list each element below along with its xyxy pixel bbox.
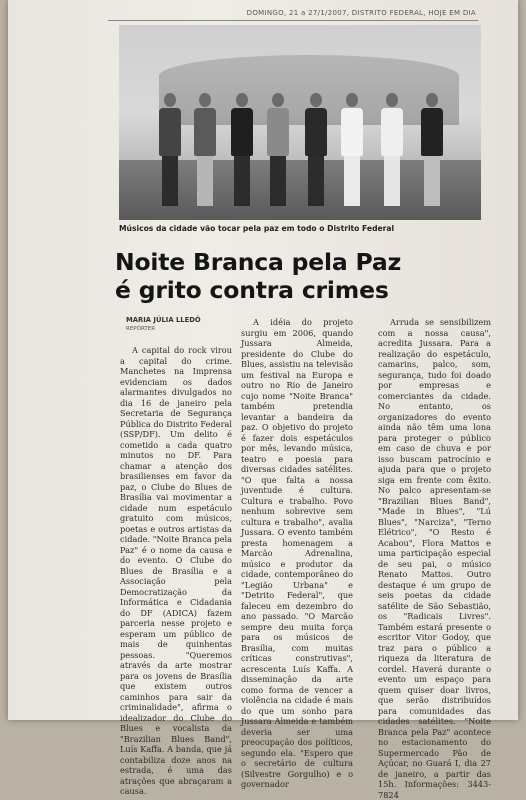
header-rule [108, 20, 478, 21]
person [159, 93, 181, 206]
headline [115, 248, 495, 304]
article-column-1 [120, 345, 232, 797]
person [421, 93, 443, 206]
column-2-text: A idéia do projeto surgiu em 2006, quando Jussara Almeida, presidente do Clube do Blues, assistiu na televisão um festival na Europa e outro no Rio de Janeiro cujo nome "Noite Branca" também pretendia levantar a bandeira da paz. O objetivo do projeto é fazer dois espetáculos por mês, levando música, teatro e poesia para diversas cidades satélites. "O que falta a nossa juventude é cultura. Cultura e trabalho. Povo nenhum sobrevive sem cultura e trabalho", avalia Jussara. O evento também presta homenagem a Marcão Adrenalina, músico e produtor da cidade, contemporâneo do "Legião Urbana" e "Detrito Federal", que faleceu em dezembro do ano passado. "O Marcão sempre deu muita força para os músicos de Brasília, com muitas críticas construtivas", acrescenta Luís Kaffa. A disseminação da arte como forma de vencer a violência na cidade é mais do que um sonho para Jussara Almeida e também deveria ser uma preocupação dos políticos, segundo ela. "Espero que o secretário de cultura (Silvestre Gorgulho) e o governador [241, 317, 353, 789]
author-role: REPÓRTER [126, 326, 156, 332]
person [381, 93, 403, 206]
headline-line-1: Noite Branca pela Paz [115, 248, 402, 276]
person [231, 93, 253, 206]
dateline: DOMINGO, 21 a 27/1/2007, DISTRITO FEDERAL, HOJE EM DIA [246, 9, 476, 17]
group-photo [119, 25, 481, 220]
photo-caption: Músicos da cidade vão tocar pela paz em todo o Distrito Federal [119, 224, 395, 233]
article-column-2 [241, 317, 353, 790]
author-name: MARIA JÚLIA LLEDÓ [126, 316, 201, 324]
person [341, 93, 363, 206]
headline-line-2: é grito contra crimes [115, 276, 389, 304]
column-1-text: A capital do rock virou a capital do crime. Manchetes na Imprensa evidenciam os dados alarmantes divulgados no dia 16 de janeiro pela Secretaria de Segurança Pública do Distrito Federal (SSP/DF). Um delito é cometido a cada quatro minutos no DF. Para chamar a atenção dos brasilienses em favor da paz, o Clube do Blues de Brasília vai movimentar a cidade num espetáculo gratuito com músicos, poetas e outros artistas da cidade. "Noite Branca pela Paz" é o nome da causa e do evento. O Clube do Blues de Brasília e a Associação pela Democratização da Informática e Cidadania do DF (ADICA) fazem parceria nesse projeto e esperam um público de mais de quinhentas pessoas. "Queremos através da arte mostrar para os jovens de Brasília que existem outros caminhos para sair da criminalidade", afirma o idealizador do Clube do Blues e vocalista da "Brazilian Blues Band", Luís Kaffa. A banda, que já contabiliza doze anos na estrada, é uma das atrações que abraçaram a causa. [120, 345, 232, 796]
person [305, 93, 327, 206]
newspaper-page [8, 0, 518, 800]
person [267, 93, 289, 206]
column-3-text: Arruda se sensibilizem com a nossa causa", acredita Jussara. Para a realização do espetáculo, camarins, palco, som, segurança, tudo foi doado por empresas e comerciantes da cidade. No entanto, os organizadores do evento ainda não têm uma lona para proteger o público em caso de chuva e por isso buscam patrocínio e ajuda para que o projeto siga em frente com êxito. No palco apresentam-se "Brazilian Blues Band", "Made in Blues", "Lú Blues", "Narciza", "Terno Elétrico", "O Resto é Acabou", Flora Mattos e uma participação especial de seu pai, o músico Renato Mattos. Outro destaque é um grupo de seis poetas da cidade satélite de São Sebastião, os "Radicais Livres". Também estará presente o escritor Vitor Godoy, que traz para o público a riqueza da literatura de cordel. Haverá durante o evento um espaço para quem quiser doar livros, que serão distribuídos para comunidades das cidades satélites. "Noite Branca pela Paz" acontece no estacionamento do Supermercado Pão de Açúcar, no Guará I, dia 27 de janeiro, a partir das 15h. Informações: 3443-7824 [378, 317, 491, 800]
article-column-3 [378, 317, 491, 800]
person [194, 93, 216, 206]
